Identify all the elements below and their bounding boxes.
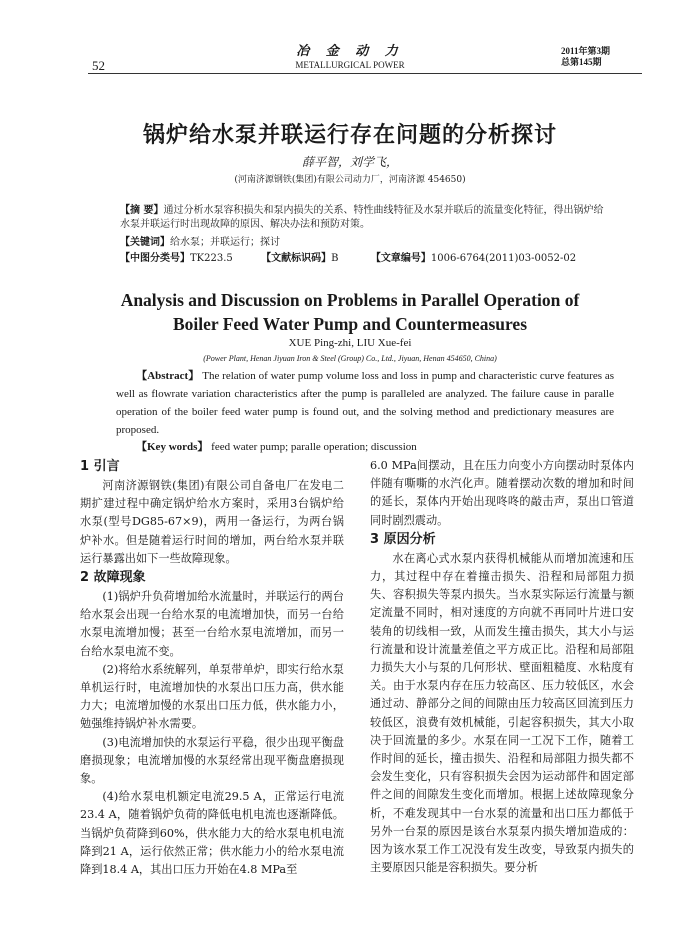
abstract-en-text: The relation of water pump volume loss and loss in pump and characteristic curve features as well as flowrate variation characteristics after the pump is paralleled are analyzed. The failure cause in paralle operation of the boiler feed water pump is found out, and the solving method and predictionary measures are proposed. — [116, 370, 615, 436]
authors-cn: 薛平智，刘学飞， — [301, 155, 398, 169]
keywords-cn-label: 【关键词】 — [120, 237, 170, 248]
paper-title-en — [0, 288, 700, 336]
article-no-value: 1006-6764(2011)03-0052-02 — [430, 253, 577, 264]
article-no-label: 【文章编号】 — [370, 253, 431, 264]
authors-en: XUE Ping-zhi, LIU Xue-fei — [288, 337, 412, 349]
doc-code-value: B — [331, 253, 339, 264]
paper-title-en-line-1: Analysis and Discussion on Problems in Parallel Operation of — [120, 290, 580, 310]
issue-line-1: 2011年第3期 — [560, 46, 610, 56]
paper-title-cn: 锅炉给水泵并联运行存在问题的分析探讨 — [142, 122, 557, 148]
page-number: 52 — [92, 58, 105, 73]
paragraph: 河南济源钢铁(集团)有限公司自备电厂在发电二期扩建过程中确定锅炉给水方案时，采用3台锅炉给水泵(型号DG85-67×9)，两用一备运行，为两台锅炉补水。但是随着运行时间的增加，两台给水泵并联运行暴露出如下一些故障现象。 — [80, 479, 344, 565]
header-rule — [88, 73, 642, 74]
paragraph: (4)给水泵电机额定电流29.5 A，正常运行电流23.4 A，随着锅炉负荷的降低电机电流也逐渐降低。当锅炉负荷降到60%，供水能力大的给水泵电机电流降到21 A，运行依然正常；供水能力小的给水泵电流降到18.4 A，其出口压力开始在4.8 MPa至 — [80, 790, 344, 877]
clc-label: 【中图分类号】 — [120, 253, 190, 264]
journal-title-cn: 冶 金 动 力 — [296, 44, 404, 59]
affiliation-en: (Power Plant, Henan Jiyuan Iron & Steel (Group) Co., Ltd., Jiyuan, Henan 454650, China) — [203, 354, 497, 363]
clc-value: TK223.5 — [190, 253, 233, 264]
issue-info — [561, 46, 610, 68]
paragraph: (3)电流增加快的水泵运行平稳，很少出现平衡盘磨损现象；电流增加慢的水泵经常出现平衡盘磨损现象。 — [80, 735, 344, 786]
paragraph: (1)锅炉升负荷增加给水流量时，并联运行的两台给水泵会出现一台给水泵的电流增加快，而另一台给水泵电流增加慢；甚至一台给水泵电流增加，而另一台给水泵电流不变。 — [80, 590, 344, 658]
keywords-en — [136, 438, 614, 454]
keywords-en-text: feed water pump; paralle operation; discussion — [211, 441, 417, 453]
paragraph: 6.0 MPa间摆动，且在压力向变小方向摆动时泵体内伴随有嘶嘶的水汽化声。随着摆动次数的增加和时间的延长，泵体内开始出现咚咚的敲击声，泵出口管道同时剧烈震动。 — [370, 459, 634, 527]
keywords-cn-text: 给水泵；并联运行；探讨 — [170, 237, 280, 248]
abstract-en — [116, 367, 614, 439]
section-heading-cause-analysis: 3 原因分析 — [370, 531, 436, 547]
doc-code-label: 【文献标识码】 — [261, 253, 332, 264]
paragraph: 水在离心式水泵内获得机械能从而增加流速和压力，其过程中存在着撞击损失、沿程和局部阻力损失、容积损失等泵内损失。当水泵实际运行流量与额定流量不同时，相对速度的方向就不再同叶片进口安装角的切线相一致，从而发生撞击损失，其大小与运行流量和设计流量差值之平方成正比。沿程和局部阻力损失大小与泵的几何形状、壁面粗糙度、水粘度有关。由于水泵内存在压力较高区、压力较低区，水会通过动、静部分之间的间隙由压力较高区回流到压力较低区，浪费有效机械能，引起容积损失，其大小取决于回流量的多少。水泵在同一工况下工作，随着工作时间的延长，撞击损失、沿程和局部阻力损失都不会发生变化，只有容积损失会因为运动部件和固定部件之间的间隙发生变化而增加。根据上述故障现象分析，不难发现其中一台水泵的流量和出口压力都低于另外一台泵的原因是该台水泵泵内损失增加造成的：因为该水泵工作工况没有发生改变，导致泵内损失的主要原因只能是容积损失。要分析 — [370, 551, 634, 875]
abstract-en-label: 【Abstract】 — [136, 370, 200, 382]
keywords-cn — [120, 236, 612, 250]
abstract-cn-label: 【摘 要】 — [120, 205, 164, 216]
classification-line — [120, 252, 612, 266]
keywords-en-label: 【Key words】 — [136, 441, 209, 453]
journal-title-en: METALLURGICAL POWER — [295, 60, 405, 70]
paragraph: (2)将给水系统解列，单泵带单炉，即实行给水泵单机运行时，电流增加快的水泵出口压力高，供水能力大；电流增加慢的水泵出口压力低，供水能力小，勉强维持锅炉补水需要。 — [80, 662, 344, 731]
section-heading-fault-phenomena: 2 故障现象 — [80, 570, 146, 586]
abstract-cn — [120, 204, 612, 232]
affiliation-cn: (河南济源钢铁(集团)有限公司动力厂，河南济源 454650) — [234, 175, 466, 185]
body-column-left — [80, 457, 344, 879]
paper-title-en-line-2: Boiler Feed Water Pump and Countermeasures — [172, 314, 528, 334]
body-column-right — [370, 457, 634, 877]
abstract-cn-text: 通过分析水泵容积损失和泵内损失的关系、特性曲线特征及水泵并联后的流量变化特征，得出锅炉给水泵并联运行时出现故障的原因、解决办法和预防对策。 — [120, 205, 604, 230]
section-heading-introduction: 1 引言 — [80, 459, 120, 474]
issue-line-2: 总第145期 — [560, 57, 602, 67]
